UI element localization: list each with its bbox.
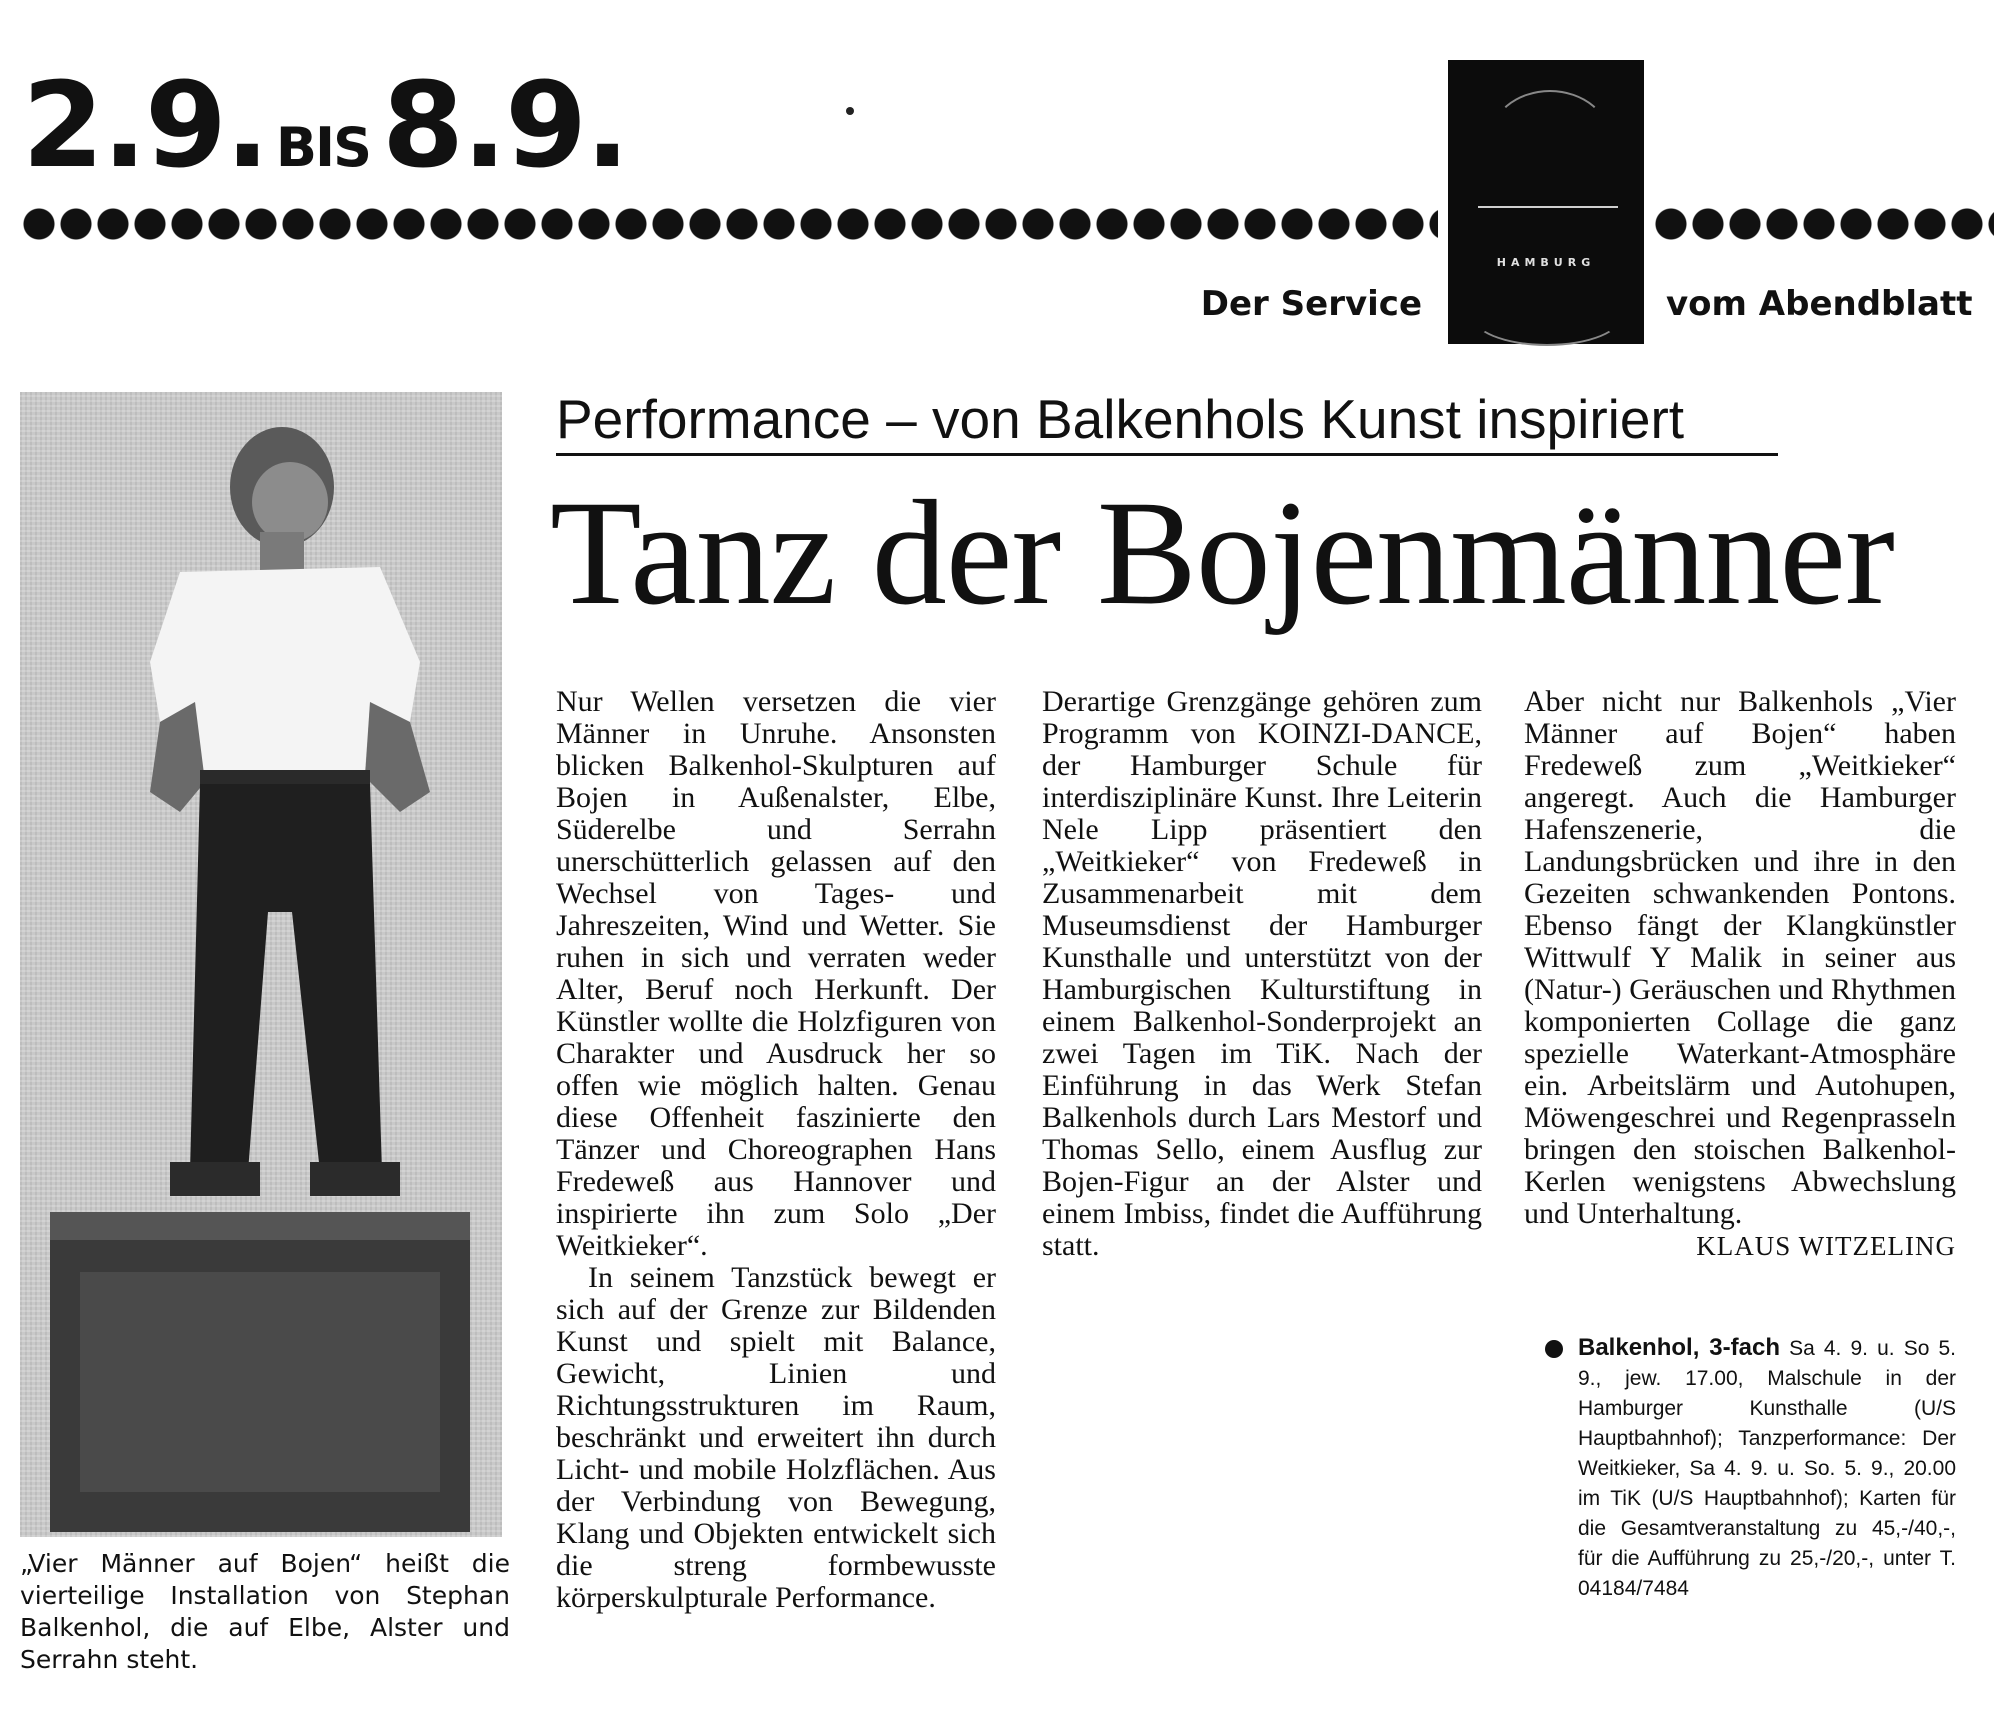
article-paragraph: In seinem Tanzstück bewegt er sich auf der Grenze zur Bildenden Kunst und spielt mit Balance, Gewicht, Linien und Richtungsstrukturen im Raum, beschränkt und erweitert ihn durch Licht- und mobile Holzflächen. Aus der Verbindung von Bewegung, Klang und Objekten entwickelt sich die streng formbewusste körperskulpturale Performance.	[556, 1261, 996, 1614]
date-from: 2.9.	[22, 56, 268, 194]
event-info-box	[1578, 1333, 1956, 1604]
article-column-2	[1042, 686, 1482, 1262]
logo-curve-bottom	[1470, 282, 1624, 346]
decorative-dot	[846, 107, 854, 115]
hamburg-logo	[1448, 60, 1644, 344]
service-label-right: vom Abendblatt	[1666, 284, 1973, 324]
article-headline: Tanz der Bojenmänner	[550, 470, 1894, 636]
article-column-1	[556, 686, 996, 1614]
kicker-underline	[556, 453, 1778, 456]
article-paragraph: Derartige Grenzgänge gehören zum Programm von KOINZI-DANCE, der Hamburger Schule für interdisziplinäre Kunst. Ihre Leiterin Nele Lipp präsentiert den „Weitkieker“ von Fredeweß in Zusammenarbeit mit dem Museumsdienst der Hamburger Kunsthalle und unterstützt von der Hamburgischen Kulturstiftung in einem Balkenhol-Sonderprojekt an zwei Tagen im TiK. Nach der Einführung in das Werk Stefan Balkenhols durch Lars Mestorf und Thomas Sello, einem Ausflug zur Bojen-Figur an der Alster und einem Imbiss, findet die Aufführung statt.	[1042, 685, 1482, 1262]
date-separator: BIS	[275, 116, 371, 179]
logo-curve-top	[1488, 90, 1612, 194]
logo-text: HAMBURG	[1496, 256, 1596, 269]
event-title: Balkenhol, 3-fach	[1578, 1334, 1780, 1361]
sculpture-photo	[20, 392, 502, 1537]
article-kicker: Performance – von Balkenhols Kunst inspiriert	[556, 388, 1685, 450]
article-paragraph: Nur Wellen versetzen die vier Männer in Unruhe. Ansonsten blicken Balkenhol-Skulpturen auf Bojen in Außenalster, Elbe, Süderelbe und Serrahn unerschütterlich gelassen auf den Wechsel von Tages- und Jahreszeiten, Wind und Wetter. Sie ruhen in sich und verraten weder Alter, Beruf noch Herkunft. Der Künstler wollte die Holzfiguren von Charakter und Ausdruck her so offen wie möglich halten. Genau diese Offenheit faszinierte den Tänzer und Choreographen Hans Fredeweß aus Hannover und inspirierte ihn zum Solo „Der Weitkieker“.	[556, 685, 996, 1262]
photo-caption: „Vier Männer auf Bojen“ heißt die vierteilige Installation von Stephan Balkenhol, die auf Elbe, Alster und Serrahn steht.	[20, 1549, 510, 1674]
service-label-left: Der Service	[1200, 284, 1422, 324]
bullet-icon	[1545, 1340, 1563, 1358]
date-to: 8.9.	[382, 56, 628, 194]
date-range-heading	[22, 56, 628, 194]
logo-line	[1478, 206, 1618, 208]
article-paragraph: Aber nicht nur Balkenhols „Vier Männer auf Bojen“ haben Fredeweß zum „Weitkieker“ angeregt. Auch die Hamburger Hafenszenerie, die Landungsbrücken und ihre in den Gezeiten schwankenden Pontons. Ebenso fängt der Klangkünstler Wittwulf Y Malik in seiner aus (Natur-) Geräuschen und Rhythmen komponierten Collage die ganz spezielle Waterkant-Atmosphäre ein. Arbeitslärm und Autohupen, Möwengeschrei und Regenprasseln bringen den stoischen Balkenhol-Kerlen wenigstens Abwechslung und Unterhaltung.	[1524, 685, 1956, 1230]
dot-rule-right	[1654, 207, 1994, 241]
article-column-3	[1524, 686, 1956, 1262]
event-details: Sa 4. 9. u. So 5. 9., jew. 17.00, Malschule in der Hamburger Kunsthalle (U/S Hauptbahnhof); Tanzperformance: Der Weitkieker, Sa 4. 9. u. So. 5. 9., 20.00 im TiK (U/S Hauptbahnhof); Karten für die Gesamtveranstaltung zu 45,-/40,-, für die Aufführung zu 25,-/20,-, unter T. 04184/7484	[1578, 1337, 1956, 1600]
dot-rule-left	[22, 207, 1438, 241]
sculpture-figure-illustration	[20, 392, 502, 1537]
author-byline: KLAUS WITZELING	[1696, 1231, 1956, 1261]
